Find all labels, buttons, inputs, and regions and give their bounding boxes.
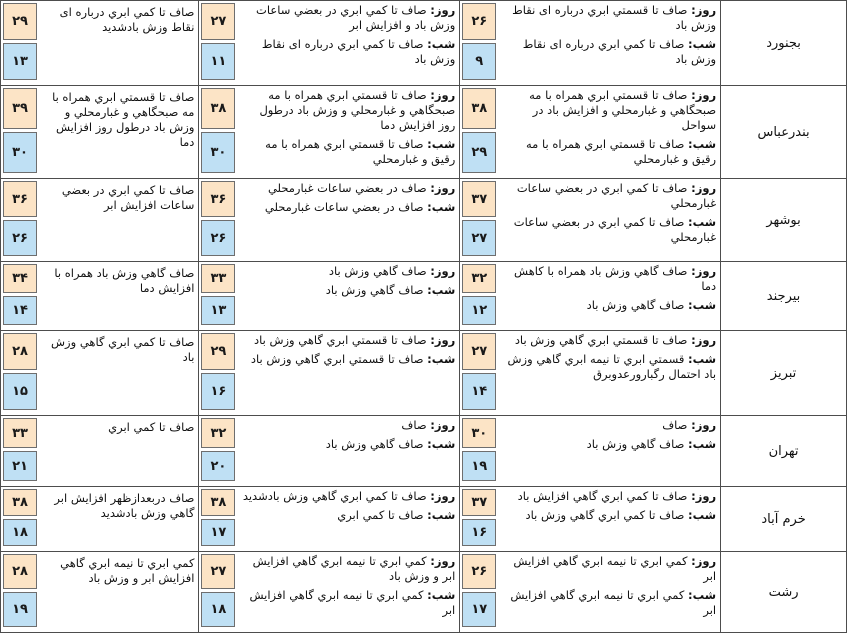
forecast-description: [237, 262, 459, 330]
forecast-text: صاف تا قسمتي ابري همراه با مه صبحگاهي و غبارمحلي و وزش باد درطول روز افزايش دما: [52, 90, 195, 149]
forecast-cell-inner: [199, 179, 459, 261]
night-text: كمي ابري تا نيمه ابري گاهي افزايش ابر: [510, 588, 717, 617]
night-label: شب:: [427, 437, 456, 451]
min-temp-box: ۱۶: [201, 373, 235, 410]
city-row: [1, 179, 847, 262]
temperature-column: [460, 331, 498, 415]
max-temp-box: ۳۳: [3, 418, 37, 448]
day-label: روز:: [691, 418, 717, 432]
forecast-cell-inner: [1, 1, 198, 85]
night-text: صاف تا قسمتي ابري گاهي وزش باد: [250, 352, 424, 366]
day-text: صاف گاهي وزش باد: [328, 264, 427, 278]
temperature-column: [1, 416, 39, 486]
day-forecast: [241, 489, 455, 504]
forecast-cell-inner: [460, 262, 720, 330]
forecast-text: صاف تا كمي ابري: [108, 420, 195, 434]
day-text: صاف در بعضي ساعات غبارمحلي: [267, 181, 427, 195]
forecast-cell-d3: [1, 179, 199, 262]
forecast-cell-inner: [1, 552, 198, 632]
max-temp-box: ۳۹: [3, 88, 37, 129]
day-text: كمي ابري تا نيمه ابري گاهي افزايش ابر: [513, 554, 717, 583]
forecast-cell-d1: [460, 1, 721, 86]
min-temp-box: ۱۶: [462, 519, 496, 546]
min-temp-box: ۱۹: [3, 592, 37, 627]
temperature-column: [199, 552, 237, 632]
forecast-description: [39, 179, 198, 261]
night-label: شب:: [427, 588, 456, 602]
night-forecast: [241, 137, 455, 167]
night-text: صاف تا قسمتي ابري همراه با مه رقيق و غبارمحلي: [265, 137, 456, 166]
forecast-cell-inner: [199, 331, 459, 415]
forecast-description: [498, 552, 720, 632]
max-temp-box: ۳۸: [201, 88, 235, 129]
temperature-column: [1, 86, 39, 178]
night-forecast: [502, 137, 716, 167]
forecast-description: [39, 86, 198, 178]
city-name: بيرجند: [721, 262, 847, 331]
city-name: خرم آباد: [721, 487, 847, 552]
city-row: [1, 416, 847, 487]
min-temp-box: ۳۰: [201, 132, 235, 173]
forecast-cell-d1: [460, 487, 721, 552]
forecast-cell-inner: [460, 1, 720, 85]
temperature-column: [1, 552, 39, 632]
night-label: شب:: [688, 298, 717, 312]
max-temp-box: ۳۲: [201, 418, 235, 448]
temperature-column: [460, 179, 498, 261]
day-label: روز:: [430, 3, 456, 17]
day-text: صاف: [401, 418, 427, 432]
night-forecast: [502, 215, 716, 245]
forecast-cell-d2: [199, 262, 460, 331]
temperature-column: [1, 1, 39, 85]
min-temp-box: ۱۱: [201, 43, 235, 80]
night-label: شب:: [688, 215, 717, 229]
night-forecast: [502, 437, 716, 452]
night-forecast: [241, 200, 455, 215]
max-temp-box: ۳۷: [462, 181, 496, 217]
day-text: صاف تا قسمتي ابري همراه با مه صبحگاهي و غبارمحلي و وزش باد درطول روز افزايش دما: [259, 88, 456, 132]
night-label: شب:: [427, 137, 456, 151]
day-forecast: [502, 88, 716, 133]
city-name: بجنورد: [721, 1, 847, 86]
min-temp-box: ۱۵: [3, 373, 37, 410]
night-forecast: [502, 352, 716, 382]
temperature-column: [460, 487, 498, 551]
day-label: روز:: [691, 554, 717, 568]
forecast-cell-inner: [1, 179, 198, 261]
city-row: [1, 1, 847, 86]
forecast-description: [237, 331, 459, 415]
min-temp-box: ۳۰: [3, 132, 37, 173]
max-temp-box: ۳۳: [201, 264, 235, 293]
night-text: صاف تا كمي ابري درباره اى نقاط وزش باد: [522, 37, 717, 66]
temperature-column: [1, 262, 39, 330]
forecast-cell-d3: [1, 416, 199, 487]
temperature-column: [199, 487, 237, 551]
max-temp-box: ۲۶: [462, 3, 496, 40]
forecast-cell-d3: [1, 1, 199, 86]
day-forecast: [241, 264, 455, 279]
max-temp-box: ۲۹: [3, 3, 37, 40]
day-label: روز:: [430, 181, 456, 195]
forecast-description: [498, 1, 720, 85]
forecast-cell-d3: [1, 487, 199, 552]
min-temp-box: ۹: [462, 43, 496, 80]
night-label: شب:: [688, 352, 717, 366]
day-forecast: [502, 181, 716, 211]
max-temp-box: ۳۸: [462, 88, 496, 129]
temperature-column: [460, 86, 498, 178]
forecast-description: [39, 552, 198, 632]
forecast-description: [498, 262, 720, 330]
night-label: شب:: [688, 137, 717, 151]
night-forecast: [502, 508, 716, 523]
forecast-cell-d2: [199, 1, 460, 86]
night-text: صاف گاهي وزش باد: [586, 437, 685, 451]
night-label: شب:: [688, 437, 717, 451]
forecast-cell-d1: [460, 552, 721, 633]
min-temp-box: ۲۱: [3, 451, 37, 481]
forecast-cell-inner: [199, 86, 459, 178]
night-label: شب:: [427, 37, 456, 51]
max-temp-box: ۳۷: [462, 489, 496, 516]
day-text: صاف تا كمي ابري در بعضي ساعات وزش باد و افزايش ابر: [256, 3, 456, 32]
min-temp-box: ۱۳: [201, 296, 235, 325]
city-row: [1, 86, 847, 179]
night-text: صاف تا كمي ابري: [337, 508, 424, 522]
min-temp-box: ۱۷: [462, 592, 496, 627]
forecast-cell-inner: [199, 262, 459, 330]
night-label: شب:: [427, 352, 456, 366]
forecast-description: [39, 1, 198, 85]
night-label: شب:: [688, 37, 717, 51]
min-temp-box: ۱۴: [3, 296, 37, 325]
forecast-cell-d3: [1, 86, 199, 179]
day-text: صاف تا قسمتي ابري درباره اى نقاط وزش باد: [512, 3, 717, 32]
forecast-text: صاف تا كمي ابري درباره اى نقاط وزش بادشديد: [59, 5, 195, 34]
night-text: قسمتي ابري تا نيمه ابري گاهي وزش باد احتمال رگبارورعدوبرق: [507, 352, 717, 381]
forecast-cell-inner: [1, 331, 198, 415]
day-text: صاف تا كمي ابري گاهي افزايش باد: [517, 489, 688, 503]
city-row: [1, 487, 847, 552]
night-forecast: [241, 352, 455, 367]
min-temp-box: ۱۸: [3, 519, 37, 546]
day-forecast: [502, 554, 716, 584]
forecast-cell-inner: [1, 86, 198, 178]
min-temp-box: ۲۶: [3, 220, 37, 256]
night-label: شب:: [427, 283, 456, 297]
day-forecast: [241, 181, 455, 196]
forecast-cell-inner: [460, 86, 720, 178]
night-forecast: [241, 37, 455, 67]
night-text: صاف تا قسمتي ابري همراه با مه رقيق و غبارمحلي: [526, 137, 717, 166]
forecast-description: [237, 552, 459, 632]
forecast-cell-d2: [199, 179, 460, 262]
night-forecast: [241, 437, 455, 452]
max-temp-box: ۲۷: [201, 554, 235, 589]
day-label: روز:: [691, 88, 717, 102]
day-forecast: [241, 554, 455, 584]
day-label: روز:: [430, 554, 456, 568]
forecast-cell-inner: [460, 331, 720, 415]
night-text: صاف گاهي وزش باد: [325, 283, 424, 297]
city-row: [1, 262, 847, 331]
night-forecast: [502, 588, 716, 618]
forecast-description: [237, 487, 459, 551]
max-temp-box: ۳۶: [3, 181, 37, 217]
forecast-description: [39, 487, 198, 551]
day-forecast: [502, 3, 716, 33]
night-text: صاف در بعضي ساعات غبارمحلي: [264, 200, 424, 214]
city-name: بندرعباس: [721, 86, 847, 179]
night-forecast: [502, 298, 716, 313]
forecast-description: [39, 416, 198, 486]
forecast-description: [39, 331, 198, 415]
forecast-cell-inner: [199, 1, 459, 85]
day-text: صاف تا قسمتي ابري همراه با مه صبحگاهي و غبارمحلي و افزايش باد در سواحل: [529, 88, 717, 132]
forecast-description: [237, 416, 459, 486]
forecast-cell-d2: [199, 552, 460, 633]
night-text: كمي ابري تا نيمه ابري گاهي افزايش ابر: [249, 588, 456, 617]
forecast-cell-d3: [1, 331, 199, 416]
city-name: تهران: [721, 416, 847, 487]
day-forecast: [241, 3, 455, 33]
city-name: رشت: [721, 552, 847, 633]
forecast-description: [237, 86, 459, 178]
night-label: شب:: [688, 588, 717, 602]
temperature-column: [199, 331, 237, 415]
forecast-text: صاف گاهي وزش باد همراه با افزايش دما: [54, 266, 195, 295]
forecast-cell-d2: [199, 86, 460, 179]
night-text: صاف تا كمي ابري در بعضي ساعات غبارمحلي: [513, 215, 717, 244]
forecast-description: [39, 262, 198, 330]
night-text: صاف تا كمي ابري درباره اى نقاط وزش باد: [261, 37, 456, 66]
min-temp-box: ۱۷: [201, 519, 235, 546]
day-text: صاف تا قسمتي ابري گاهي وزش باد: [514, 333, 688, 347]
temperature-column: [1, 331, 39, 415]
max-temp-box: ۲۸: [3, 554, 37, 589]
day-text: صاف تا كمي ابري گاهي وزش بادشديد: [242, 489, 427, 503]
night-forecast: [241, 588, 455, 618]
min-temp-box: ۱۹: [462, 451, 496, 481]
night-text: صاف گاهي وزش باد: [586, 298, 685, 312]
min-temp-box: ۱۴: [462, 373, 496, 410]
forecast-cell-inner: [1, 416, 198, 486]
forecast-cell-inner: [199, 416, 459, 486]
temperature-column: [199, 86, 237, 178]
night-forecast: [502, 37, 716, 67]
forecast-cell-inner: [460, 416, 720, 486]
day-label: روز:: [430, 418, 456, 432]
max-temp-box: ۲۸: [3, 333, 37, 370]
forecast-cell-d1: [460, 331, 721, 416]
min-temp-box: ۲۷: [462, 220, 496, 256]
max-temp-box: ۳۴: [3, 264, 37, 293]
day-text: صاف: [662, 418, 688, 432]
forecast-cell-d1: [460, 262, 721, 331]
min-temp-box: ۲۰: [201, 451, 235, 481]
day-forecast: [502, 264, 716, 294]
night-text: صاف گاهي وزش باد: [325, 437, 424, 451]
day-label: روز:: [691, 489, 717, 503]
forecast-description: [498, 86, 720, 178]
forecast-cell-inner: [460, 487, 720, 551]
min-temp-box: ۱۸: [201, 592, 235, 627]
max-temp-box: ۳۸: [201, 489, 235, 516]
max-temp-box: ۳۶: [201, 181, 235, 217]
max-temp-box: ۲۹: [201, 333, 235, 370]
night-forecast: [241, 508, 455, 523]
city-row: [1, 331, 847, 416]
day-label: روز:: [430, 88, 456, 102]
min-temp-box: ۲۶: [201, 220, 235, 256]
day-label: روز:: [430, 264, 456, 278]
night-label: شب:: [688, 508, 717, 522]
forecast-cell-inner: [1, 262, 198, 330]
temperature-column: [199, 262, 237, 330]
forecast-cell-d1: [460, 86, 721, 179]
forecast-cell-inner: [460, 552, 720, 632]
forecast-text: كمي ابري تا نيمه ابري گاهي افزايش ابر و وزش باد: [60, 556, 195, 585]
forecast-description: [498, 331, 720, 415]
temperature-column: [460, 1, 498, 85]
temperature-column: [460, 262, 498, 330]
night-forecast: [241, 283, 455, 298]
city-name: تبريز: [721, 331, 847, 416]
night-label: شب:: [427, 508, 456, 522]
min-temp-box: ۱۲: [462, 296, 496, 325]
day-text: صاف گاهي وزش باد همراه با كاهش دما: [514, 264, 717, 293]
forecast-text: صاف دربعدازظهر افزايش ابر گاهي وزش بادشديد: [54, 491, 195, 520]
temperature-column: [199, 1, 237, 85]
day-forecast: [241, 418, 455, 433]
forecast-cell-inner: [199, 487, 459, 551]
forecast-description: [498, 416, 720, 486]
day-forecast: [241, 88, 455, 133]
max-temp-box: ۳۸: [3, 489, 37, 516]
day-label: روز:: [430, 333, 456, 347]
forecast-cell-inner: [199, 552, 459, 632]
forecast-cell-d1: [460, 416, 721, 487]
city-name: بوشهر: [721, 179, 847, 262]
day-forecast: [502, 418, 716, 433]
forecast-cell-d3: [1, 262, 199, 331]
forecast-description: [498, 487, 720, 551]
day-forecast: [502, 489, 716, 504]
forecast-text: صاف تا كمي ابري در بعضي ساعات افزايش ابر: [61, 183, 195, 212]
day-forecast: [241, 333, 455, 348]
day-label: روز:: [691, 181, 717, 195]
day-text: صاف تا كمي ابري در بعضي ساعات غبارمحلي: [516, 181, 717, 210]
forecast-cell-d2: [199, 331, 460, 416]
max-temp-box: ۳۰: [462, 418, 496, 448]
min-temp-box: ۱۳: [3, 43, 37, 80]
day-label: روز:: [691, 333, 717, 347]
forecast-cell-d1: [460, 179, 721, 262]
forecast-description: [237, 1, 459, 85]
temperature-column: [199, 179, 237, 261]
temperature-column: [1, 179, 39, 261]
forecast-description: [237, 179, 459, 261]
temperature-column: [199, 416, 237, 486]
forecast-cell-d2: [199, 487, 460, 552]
day-label: روز:: [430, 489, 456, 503]
max-temp-box: ۲۷: [462, 333, 496, 370]
night-text: صاف تا كمي ابري گاهي وزش باد: [525, 508, 685, 522]
temperature-column: [460, 416, 498, 486]
forecast-description: [498, 179, 720, 261]
max-temp-box: ۲۶: [462, 554, 496, 589]
max-temp-box: ۲۷: [201, 3, 235, 40]
day-forecast: [502, 333, 716, 348]
max-temp-box: ۳۲: [462, 264, 496, 293]
day-label: روز:: [691, 3, 717, 17]
day-text: صاف تا قسمتي ابري گاهي وزش باد: [253, 333, 427, 347]
forecast-cell-inner: [1, 487, 198, 551]
temperature-column: [1, 487, 39, 551]
night-label: شب:: [427, 200, 456, 214]
city-row: [1, 552, 847, 633]
forecast-text: صاف تا كمي ابري گاهي وزش باد: [51, 335, 195, 364]
forecast-cell-inner: [460, 179, 720, 261]
forecast-cell-d2: [199, 416, 460, 487]
forecast-cell-d3: [1, 552, 199, 633]
temperature-column: [460, 552, 498, 632]
day-text: كمي ابري تا نيمه ابري گاهي افزايش ابر و وزش باد: [252, 554, 456, 583]
min-temp-box: ۲۹: [462, 132, 496, 173]
day-label: روز:: [691, 264, 717, 278]
